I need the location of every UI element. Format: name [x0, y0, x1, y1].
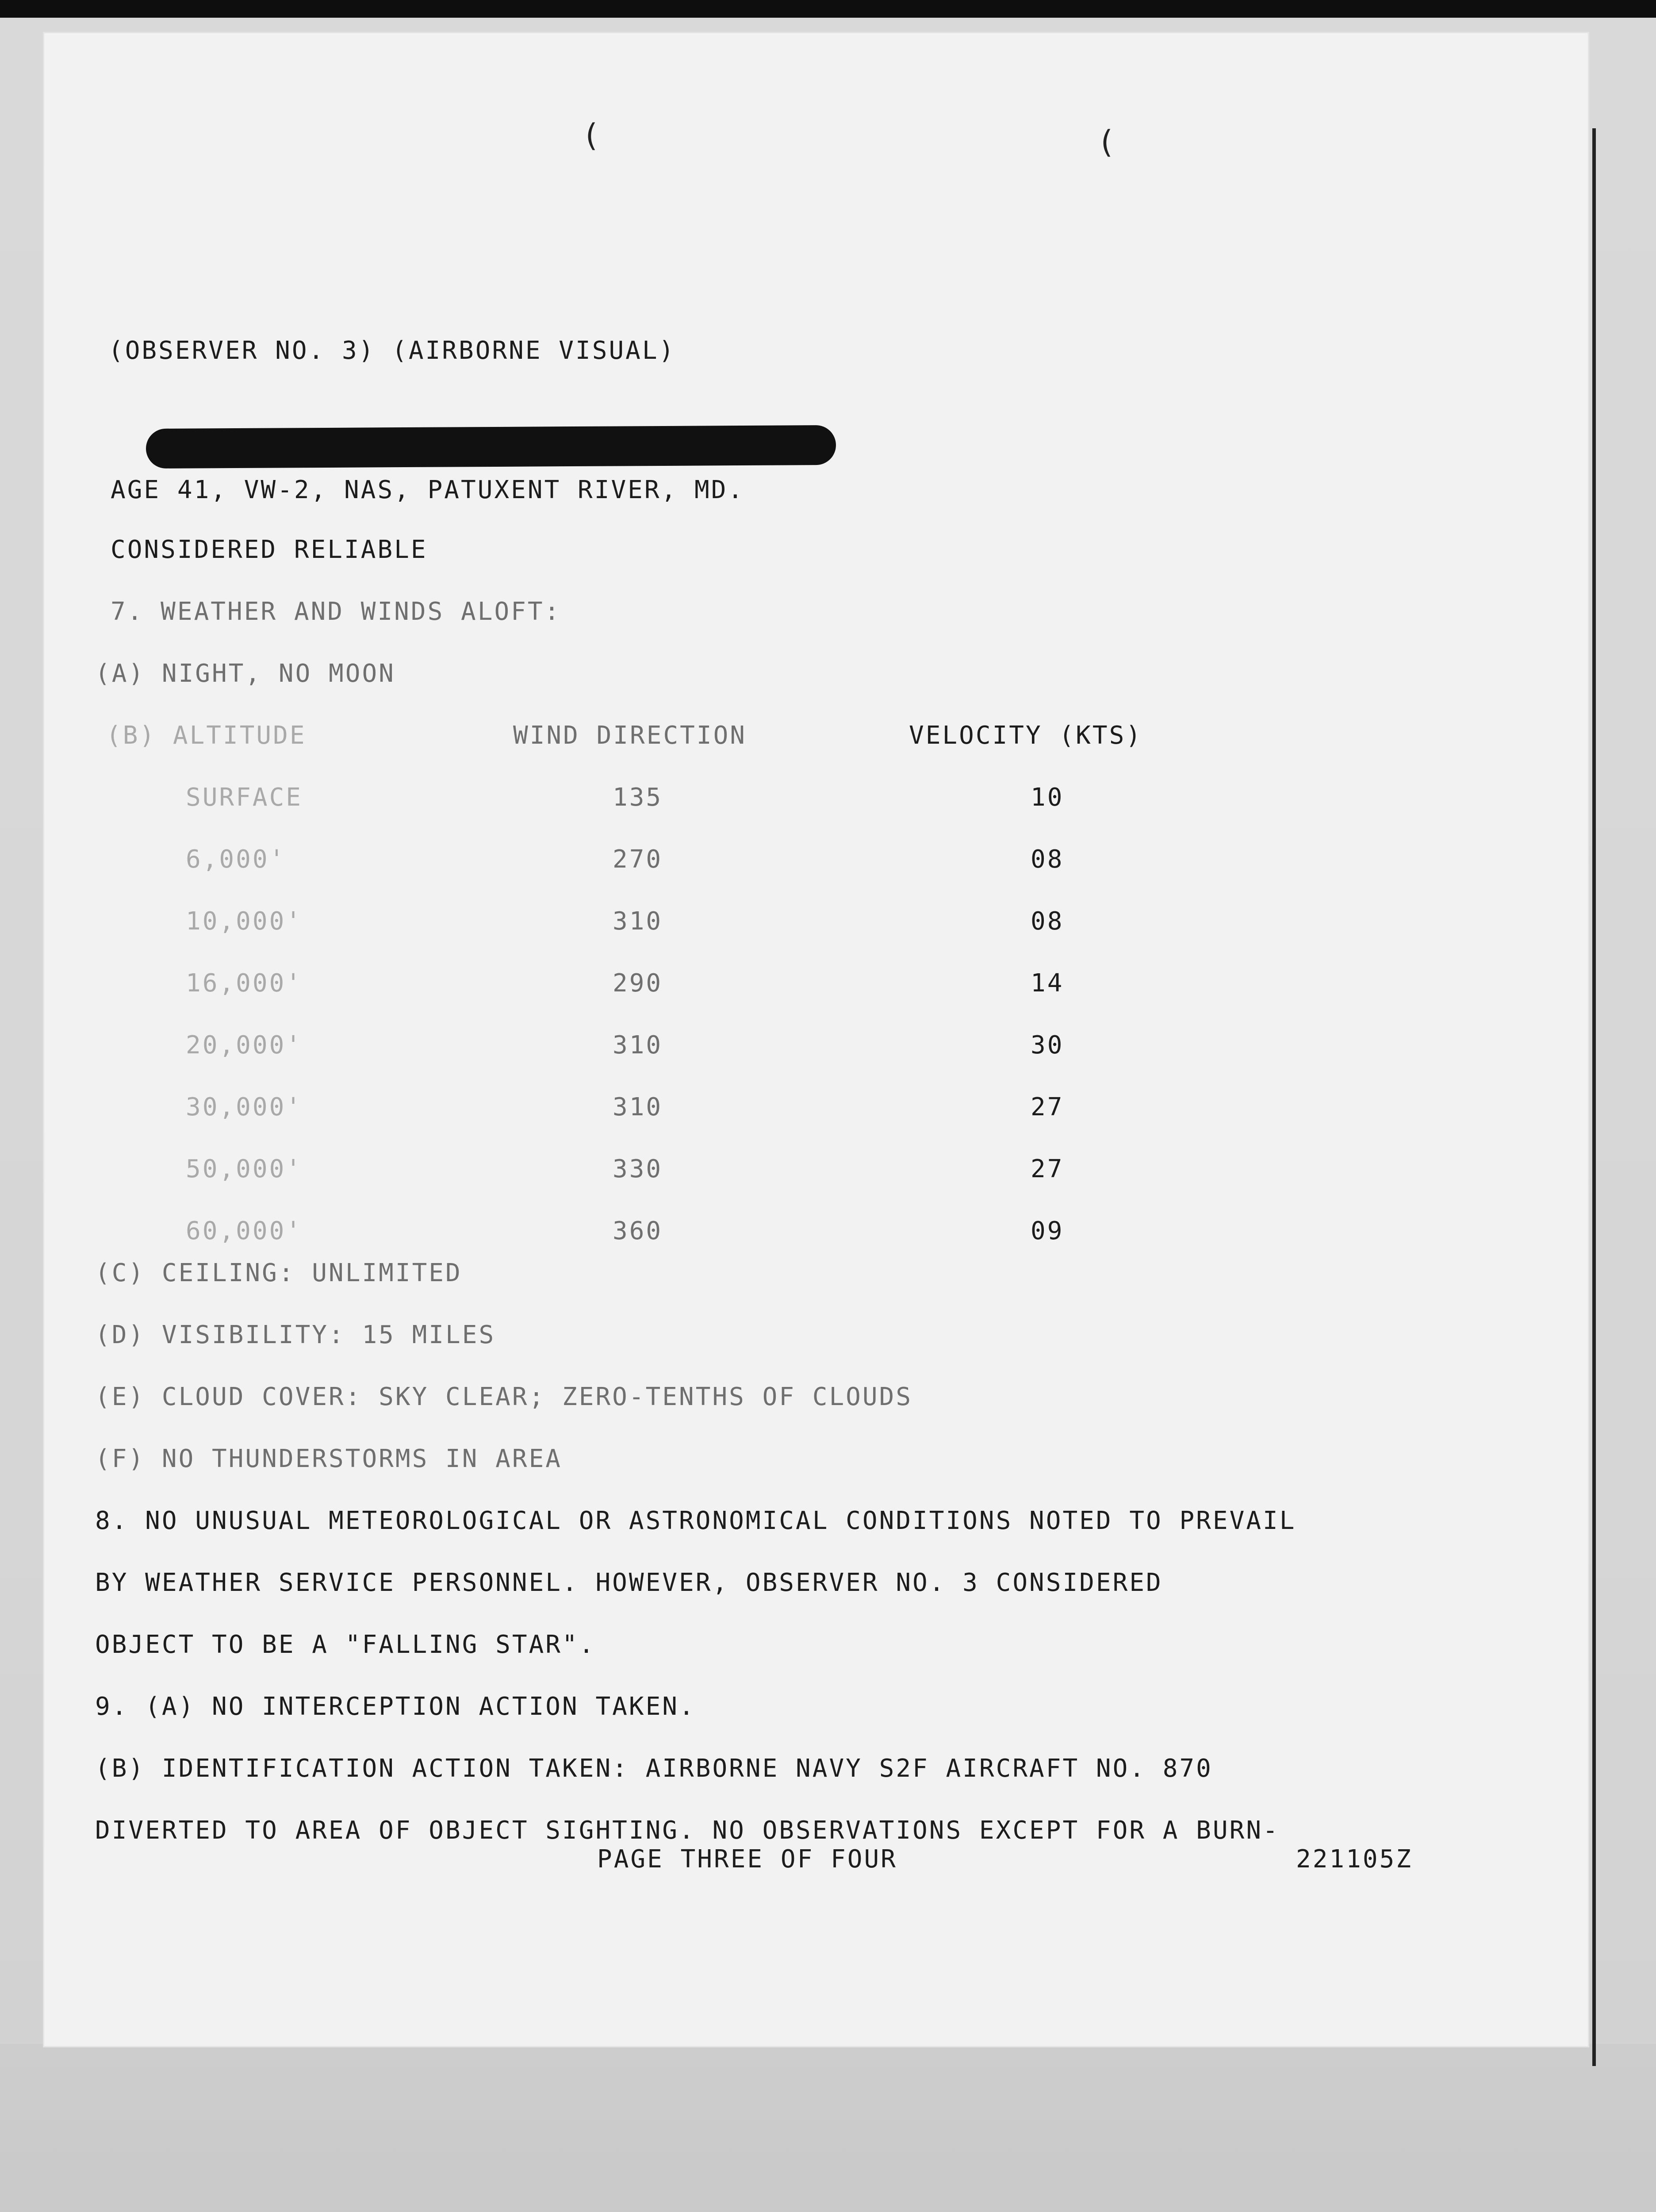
wind-altitude: 16,000': [186, 969, 303, 998]
wind-velocity: 10: [1031, 783, 1064, 812]
wind-row: [44, 1095, 1371, 1126]
section-8-line-3: OBJECT TO BE A "FALLING STAR".: [95, 1630, 596, 1659]
section-9-b: (B) IDENTIFICATION ACTION TAKEN: AIRBORNE NAVY S2F AIRCRAFT NO. 870: [95, 1754, 1213, 1783]
date-time-group: 221105Z: [1296, 1845, 1413, 1874]
wind-velocity: 14: [1031, 969, 1064, 998]
altitude-header: (B) ALTITUDE: [106, 721, 307, 750]
item-a: (A) NIGHT, NO MOON: [95, 659, 395, 688]
section-8-line-1: 8. NO UNUSUAL METEOROLOGICAL OR ASTRONOMICAL CONDITIONS NOTED TO PREVAIL: [95, 1506, 1296, 1535]
wind-row: [44, 1157, 1371, 1188]
wind-direction: 330: [613, 1155, 663, 1183]
wind-altitude: 50,000': [186, 1155, 303, 1183]
wind-row: [44, 1219, 1371, 1250]
wind-direction-header: WIND DIRECTION: [513, 721, 747, 750]
item-e: (E) CLOUD COVER: SKY CLEAR; ZERO-TENTHS OF CLOUDS: [95, 1382, 913, 1411]
wind-altitude: SURFACE: [186, 783, 303, 812]
wind-altitude: 20,000': [186, 1031, 303, 1060]
wind-row: [44, 971, 1371, 1002]
reliability-line: CONSIDERED RELIABLE: [111, 535, 428, 564]
header-mark-left: (: [582, 117, 601, 154]
document-page: [44, 33, 1588, 2046]
section-9-a: 9. (A) NO INTERCEPTION ACTION TAKEN.: [95, 1692, 696, 1721]
section-8-line-2: BY WEATHER SERVICE PERSONNEL. HOWEVER, OBSERVER NO. 3 CONSIDERED: [95, 1568, 1163, 1597]
item-d: (D) VISIBILITY: 15 MILES: [95, 1321, 496, 1349]
wind-direction: 135: [613, 783, 663, 812]
wind-row: [44, 847, 1371, 878]
page-edge: [1592, 128, 1596, 2066]
wind-velocity: 08: [1031, 845, 1064, 874]
redaction-bar: [146, 425, 836, 469]
wind-altitude: 30,000': [186, 1093, 303, 1121]
wind-direction: 310: [613, 1093, 663, 1121]
wind-altitude: 10,000': [186, 907, 303, 936]
wind-direction: 290: [613, 969, 663, 998]
item-f: (F) NO THUNDERSTORMS IN AREA: [95, 1444, 563, 1473]
age-line: AGE 41, VW-2, NAS, PATUXENT RIVER, MD.: [111, 476, 745, 504]
wind-row: [44, 909, 1371, 940]
item-c: (C) CEILING: UNLIMITED: [95, 1259, 462, 1287]
observer-line: (OBSERVER NO. 3) (AIRBORNE VISUAL): [108, 336, 676, 365]
header-mark-right: (: [1097, 124, 1116, 160]
wind-velocity: 30: [1031, 1031, 1064, 1060]
section-9-continuation: DIVERTED TO AREA OF OBJECT SIGHTING. NO OBSERVATIONS EXCEPT FOR A BURN-: [95, 1816, 1280, 1845]
wind-altitude: 60,000': [186, 1217, 303, 1245]
wind-direction: 270: [613, 845, 663, 874]
wind-direction: 310: [613, 907, 663, 936]
photo-border: [0, 0, 1656, 18]
wind-velocity: 09: [1031, 1217, 1064, 1245]
winds-table-header: [44, 723, 1371, 754]
wind-direction: 360: [613, 1217, 663, 1245]
velocity-header: VELOCITY (KTS): [909, 721, 1143, 750]
wind-altitude: 6,000': [186, 845, 286, 874]
page-label: PAGE THREE OF FOUR: [597, 1845, 897, 1874]
wind-velocity: 27: [1031, 1093, 1064, 1121]
section-7-heading: 7. WEATHER AND WINDS ALOFT:: [111, 597, 561, 626]
wind-row: [44, 785, 1371, 816]
wind-direction: 310: [613, 1031, 663, 1060]
wind-velocity: 08: [1031, 907, 1064, 936]
wind-velocity: 27: [1031, 1155, 1064, 1183]
backdrop-strip: [0, 2044, 1656, 2212]
wind-row: [44, 1033, 1371, 1064]
